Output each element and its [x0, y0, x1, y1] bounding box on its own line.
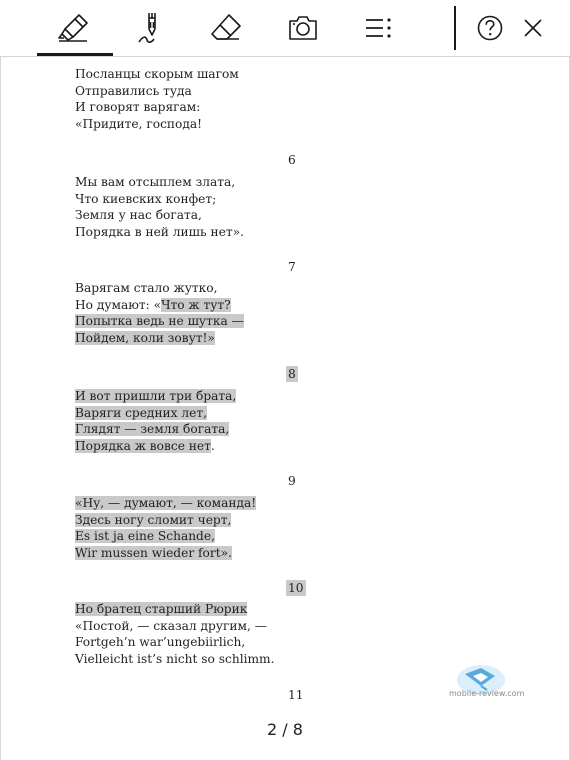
stanza-number: 6 — [288, 153, 296, 167]
highlighted-text[interactable]: Но братец старший Рюрик — [75, 602, 248, 616]
stanza — [75, 495, 256, 561]
document-page[interactable] — [0, 56, 570, 706]
toolbar-divider — [454, 6, 456, 50]
stanza-number-highlighted[interactable]: 8 — [288, 367, 296, 381]
stanza-number: 11 — [288, 688, 304, 702]
text-line — [75, 388, 236, 405]
text-line: Отправились туда — [75, 83, 192, 98]
text-line: Порядка в ней лишь нет». — [75, 224, 244, 239]
eraser-tool-button[interactable] — [204, 6, 248, 50]
text-line: Мы вам отсыплем злата, — [75, 175, 236, 189]
stanza — [75, 388, 236, 454]
stanza — [75, 174, 244, 240]
stanza — [75, 601, 274, 667]
notes-list-button[interactable] — [356, 6, 400, 50]
highlighted-text[interactable]: Порядка ж вовсе нет — [75, 438, 211, 453]
text-line — [75, 330, 244, 347]
highlighted-text[interactable]: Что ж тут? — [161, 297, 231, 312]
text-line: Земля у нас богата, — [75, 208, 202, 222]
eraser-icon — [209, 11, 243, 45]
stanza-number: 9 — [288, 474, 296, 488]
text-line: Варягам стало жутко, — [75, 281, 218, 295]
text-line — [75, 601, 274, 618]
highlighted-text[interactable]: Es ist ja eine Schande, — [75, 529, 215, 543]
text-line: Что киевских конфет; — [75, 191, 217, 206]
highlighter-tool-button[interactable] — [52, 6, 96, 50]
text-line — [75, 528, 256, 545]
close-icon — [516, 11, 550, 45]
text-line: Порядка ж вовсе нет. — [75, 438, 215, 453]
text-line — [75, 405, 236, 422]
help-icon — [473, 11, 507, 45]
stanza — [75, 66, 239, 132]
text-line: Vielleicht ist’s nicht so schlimm. — [75, 651, 275, 666]
camera-icon — [286, 11, 320, 45]
stanza-number: 7 — [288, 260, 296, 274]
text-line: И говорят варягам: — [75, 100, 201, 114]
help-button[interactable] — [468, 6, 512, 50]
text-line: Но думают: «Что ж тут? — [75, 297, 231, 312]
watermark-text: mobile-review.com — [449, 689, 525, 698]
screenshot-tool-button[interactable] — [281, 6, 325, 50]
text-line: Fortgeh’n war’ungebiirlich, — [75, 635, 246, 649]
highlighted-text[interactable]: Wir mussen wieder fort». — [75, 545, 232, 560]
list-menu-icon — [361, 11, 395, 45]
text-line: «Постой, — сказал другим, — — [75, 618, 267, 633]
highlighted-text[interactable]: Попытка ведь не шутка — — [75, 314, 244, 328]
highlighted-text[interactable]: Глядят — земля богата, — [75, 422, 230, 436]
highlighted-text[interactable]: И вот пришли три брата, — [75, 389, 237, 403]
text-line — [75, 421, 236, 438]
highlighted-text[interactable]: «Ну, — думают, — команда! — [75, 496, 257, 510]
highlighted-text[interactable]: Здесь ногу сломит черт, — [75, 512, 232, 527]
stanza — [75, 280, 244, 346]
stanza-number-highlighted[interactable]: 10 — [288, 581, 304, 595]
close-button[interactable] — [511, 6, 555, 50]
text-line — [75, 545, 256, 562]
highlighted-text[interactable]: Пойдем, коли зовут!» — [75, 330, 215, 345]
annotation-toolbar — [0, 0, 570, 57]
text-line — [75, 512, 256, 529]
text-line: «Придите, господа! — [75, 116, 203, 131]
text-line — [75, 495, 256, 512]
text-line — [75, 313, 244, 330]
pen-icon — [135, 11, 169, 45]
text-line: Посланцы скорым шагом — [75, 67, 239, 81]
pen-tool-button[interactable] — [130, 6, 174, 50]
highlighter-icon — [57, 11, 91, 45]
highlighted-text[interactable]: Варяги средних лет, — [75, 405, 208, 420]
page-indicator[interactable]: 2 / 8 — [267, 720, 303, 739]
